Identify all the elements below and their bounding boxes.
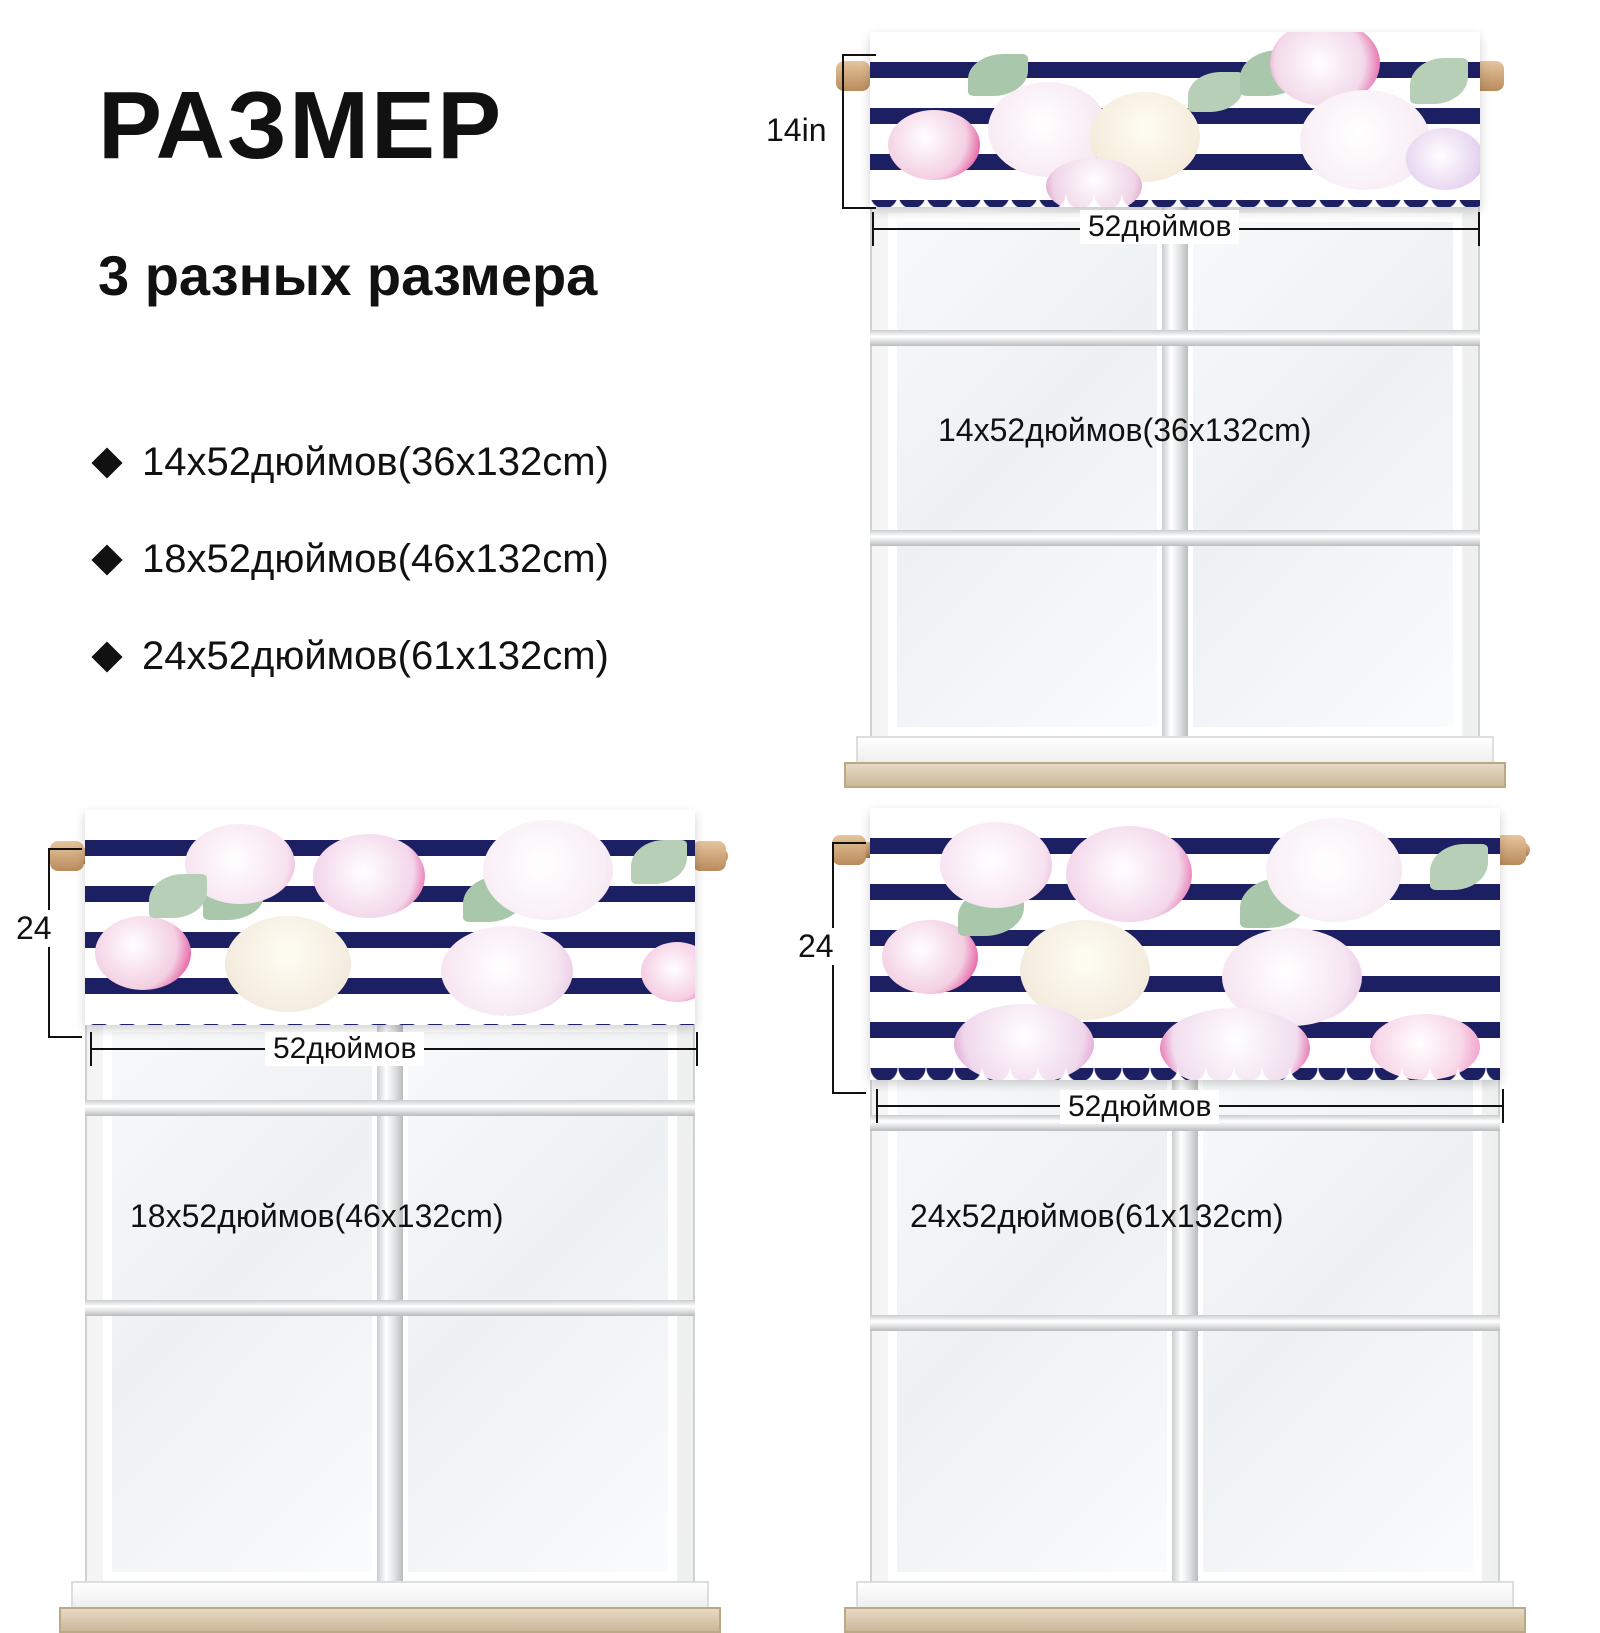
dimension-tick: [842, 54, 876, 56]
page-title: РАЗМЕР: [98, 72, 504, 179]
list-item: [96, 537, 856, 582]
panel-caption: 24x52дюймов(61x132cm): [910, 1198, 1284, 1234]
window-sash-left: [888, 213, 1166, 736]
window-sill-wood: [59, 1607, 721, 1633]
window-mullion-horizontal: [870, 330, 1480, 346]
window-illustration: [85, 1005, 695, 1585]
panel-caption: 18x52дюймов(46x132cm): [130, 1198, 504, 1234]
peony-flower: [483, 820, 613, 920]
dimension-line-vertical: [832, 842, 834, 1094]
list-item: [96, 634, 856, 679]
diamond-bullet-icon: [91, 641, 122, 672]
orchid-flower: [1406, 128, 1480, 190]
valance-scalloped-edge: [870, 1068, 1500, 1080]
diamond-bullet-icon: [91, 447, 122, 478]
peony-flower: [1300, 90, 1430, 190]
dimension-tick: [1478, 212, 1480, 246]
peony-flower: [1266, 818, 1402, 922]
curtain-valance: [870, 808, 1500, 1080]
valance-scalloped-edge: [85, 1013, 695, 1025]
size-option-label: 24x52дюймов(61x132cm): [142, 634, 609, 678]
dimension-tick: [696, 1032, 698, 1066]
list-item: [96, 440, 856, 485]
height-dimension-label: 14in: [758, 112, 835, 149]
window-sash-right: [1184, 213, 1462, 736]
curtain-rod-finial-right: [692, 841, 726, 871]
window-mullion-horizontal: [85, 1300, 695, 1316]
size-option-list: [96, 440, 856, 731]
window-glass: [1193, 222, 1453, 727]
window-sill-wood: [844, 762, 1506, 788]
panel-14x52: [766, 20, 1570, 790]
curtain-rod-finial-left: [832, 835, 866, 865]
window-mullion-horizontal: [870, 530, 1480, 546]
dimension-tick: [832, 1092, 866, 1094]
orchid-flower: [313, 834, 425, 918]
dimension-tick: [90, 1032, 92, 1066]
orchid-flower: [888, 110, 980, 180]
window-mullion-horizontal: [85, 1100, 695, 1116]
window-mullion-vertical: [377, 1005, 403, 1585]
dimension-tick: [48, 1036, 82, 1038]
panel-caption: 14x52дюймов(36x132cm): [938, 412, 1312, 448]
orchid-flower: [940, 822, 1052, 908]
window-glass: [897, 222, 1157, 727]
dimension-tick: [1502, 1089, 1504, 1123]
window-sill-wood: [844, 1607, 1526, 1633]
window-mullion-horizontal: [870, 1315, 1500, 1331]
width-dimension-label: 52дюймов: [1080, 210, 1239, 244]
page-subtitle: 3 разных размера: [98, 244, 598, 307]
dimension-tick: [842, 207, 876, 209]
width-dimension-label: 52дюймов: [265, 1032, 424, 1066]
orchid-flower: [1066, 826, 1192, 922]
dimension-line-vertical: [842, 54, 844, 209]
height-dimension-label: 24: [790, 928, 842, 965]
curtain-valance: [870, 32, 1480, 207]
window-illustration: [870, 195, 1480, 740]
size-option-label: 14x52дюймов(36x132cm): [142, 440, 609, 484]
valance-scalloped-edge: [870, 195, 1480, 207]
curtain-valance: [85, 810, 695, 1025]
dimension-tick: [48, 848, 82, 850]
orchid-flower: [95, 916, 191, 990]
orchid-flower: [441, 926, 573, 1016]
diamond-bullet-icon: [91, 544, 122, 575]
dimension-tick: [872, 212, 874, 246]
panel-18x52: [16, 800, 770, 1590]
peony-flower: [225, 916, 351, 1012]
window-mullion-vertical: [1162, 195, 1188, 740]
dimension-tick: [876, 1089, 878, 1123]
curtain-rod-finial-left: [50, 841, 84, 871]
height-dimension-label: 24: [8, 910, 60, 947]
panel-24x52: [798, 800, 1570, 1590]
dimension-tick: [832, 842, 866, 844]
size-option-label: 18x52дюймов(46x132cm): [142, 537, 609, 581]
width-dimension-label: 52дюймов: [1060, 1090, 1219, 1124]
